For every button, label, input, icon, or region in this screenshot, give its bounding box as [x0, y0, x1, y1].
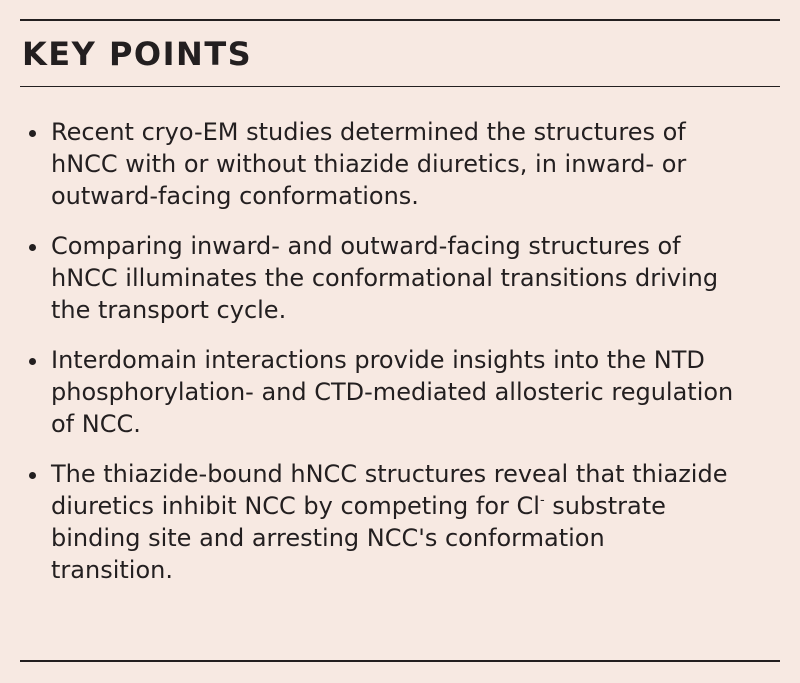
- list-item: [22, 458, 782, 586]
- bottom-rule: [20, 660, 780, 662]
- point-text: substrate: [544, 492, 666, 520]
- title-divider: [20, 86, 780, 87]
- chloride-superscript: -: [539, 493, 545, 508]
- point-line: Interdomain interactions provide insights into the NTD: [51, 346, 705, 374]
- point-text: diuretics inhibit NCC by competing for Cl: [51, 492, 540, 520]
- point-line: of NCC.: [51, 410, 141, 438]
- point-line: the transport cycle.: [51, 296, 287, 324]
- point-line: phosphorylation- and CTD-mediated allosteric regulation: [51, 378, 734, 406]
- point-line: hNCC illuminates the conformational transitions driving: [51, 264, 719, 292]
- list-item: [22, 344, 782, 440]
- list-item: [22, 116, 782, 212]
- point-line: Recent cryo-EM studies determined the structures of: [51, 118, 686, 146]
- point-line: Comparing inward- and outward-facing structures of: [51, 232, 681, 260]
- point-line: The thiazide-bound hNCC structures reveal that thiazide: [51, 460, 728, 488]
- bullet-icon: [29, 244, 36, 251]
- point-line: outward-facing conformations.: [51, 182, 419, 210]
- point-line: transition.: [51, 556, 173, 584]
- list-item: [22, 230, 782, 326]
- point-line-with-superscript: [51, 490, 782, 522]
- bullet-icon: [29, 130, 36, 137]
- point-line: binding site and arresting NCC's conformation: [51, 524, 605, 552]
- top-rule: [20, 19, 780, 21]
- bullet-icon: [29, 358, 36, 365]
- page-title: KEY POINTS: [22, 35, 253, 73]
- key-points-list: [22, 116, 782, 604]
- bullet-icon: [29, 472, 36, 479]
- point-line: hNCC with or without thiazide diuretics, in inward- or: [51, 150, 687, 178]
